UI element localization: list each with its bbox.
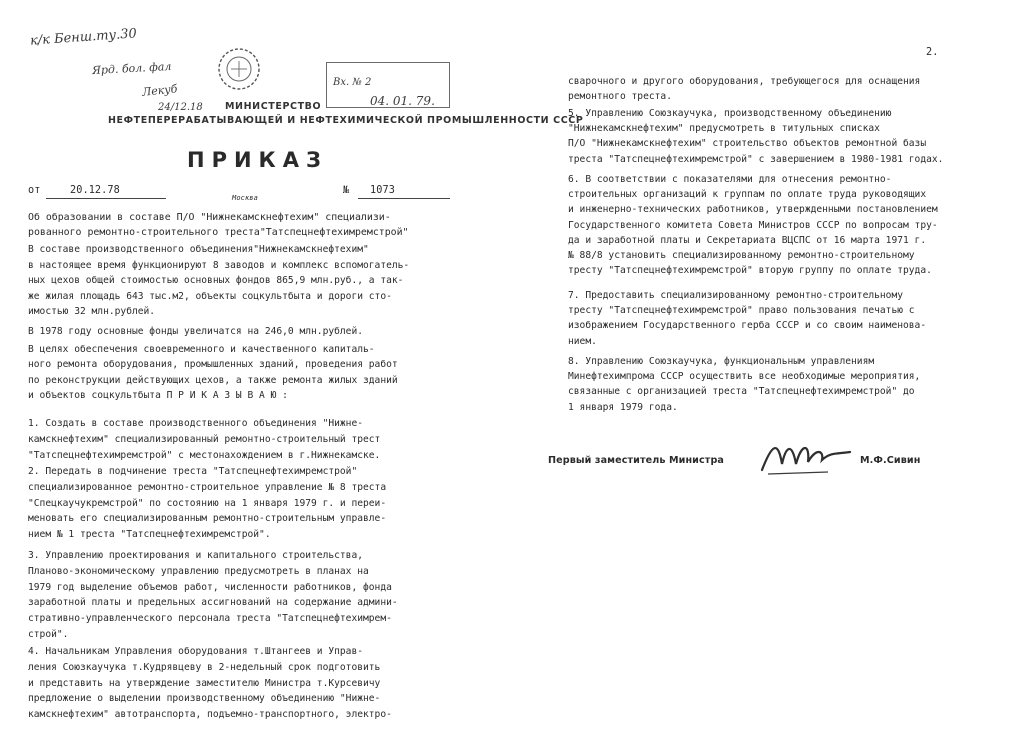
line: стративно-управленческого персонала треста "Татспецнефтехимрем- xyxy=(28,613,392,625)
line: нием. xyxy=(568,335,597,347)
line: и инженерно-технических работников, утвержденными постановлением xyxy=(568,204,938,216)
line: предложение о выделении производственному объединению "Нижне- xyxy=(28,693,381,705)
line: треста "Татспецнефтехимремстрой" с завершением в 1980-1981 годах. xyxy=(568,153,944,165)
line: В 1978 году основные фонды увеличатся на 246,0 млн.рублей. xyxy=(28,326,364,337)
left-item-3 xyxy=(28,548,398,643)
registration-stamp xyxy=(326,62,450,108)
line: камскнефтехим" автотранспорта, подъемно-транспортного, электро- xyxy=(28,709,392,721)
signature-title: Первый заместитель Министра xyxy=(548,455,724,466)
line: строй". xyxy=(28,628,69,640)
line: имостью 32 млн.рублей. xyxy=(28,306,156,318)
signature-name: М.Ф.Сивин xyxy=(860,455,921,466)
left-item-2 xyxy=(28,464,386,543)
handwritten-note-3: 24/12.18 xyxy=(158,102,203,113)
line: 1979 год выделение объемов работ, численности работников, фонда xyxy=(28,581,392,593)
order-number-value: 1073 xyxy=(370,185,395,196)
left-item-1 xyxy=(28,416,380,463)
line: по реконструкции действующих цехов, а также ремонта жилых зданий xyxy=(28,374,398,386)
page-number: 2. xyxy=(926,47,939,58)
line: сварочного и другого оборудования, требующегося для оснащения xyxy=(568,76,921,87)
line: меновать его специализированным ремонтно-строительным управле- xyxy=(28,513,387,525)
line: 2. Передать в подчинение треста "Татспецнефтехимремстрой" xyxy=(28,466,358,477)
right-item-6 xyxy=(568,172,938,278)
handwritten-note-1: к/к Бенш.ту.30 xyxy=(29,26,138,49)
left-paragraph-purpose xyxy=(28,342,398,404)
order-number xyxy=(358,184,450,199)
right-item-8 xyxy=(568,354,920,415)
left-paragraph-funds xyxy=(28,324,363,339)
line: и представить на утверждение заместителю Министра т.Курсевичу xyxy=(28,677,381,689)
date-label: от xyxy=(28,185,41,196)
line: П/О "Нижнекамскнефтехим" строительство объектов ремонтной базы xyxy=(568,138,927,150)
line: 3. Управлению проектирования и капитального строительства, xyxy=(28,550,364,561)
line: "Нижнекамскнефтехим" предусмотреть в титульных списках xyxy=(568,123,880,135)
registration-number: Вх. № 2 xyxy=(333,77,372,88)
line: и объектов соцкультбыта П Р И К А З Ы В А Ю : xyxy=(28,390,288,402)
line: № 88/8 установить специализированному ремонтно-строительному xyxy=(568,249,915,261)
right-item-7 xyxy=(568,288,926,349)
line: ления Союзкаучука т.Кудрявцеву в 2-недельный срок подготовить xyxy=(28,661,381,673)
left-paragraph-intro xyxy=(28,242,409,320)
subject-block xyxy=(28,210,409,240)
line: 1 января 1979 года. xyxy=(568,401,678,413)
line: ремонтного треста. xyxy=(568,91,672,103)
city: Москва xyxy=(232,194,258,202)
ministry-line-1: МИНИСТЕРСТВО xyxy=(225,101,322,112)
line: нием № 1 треста "Татспецнефтехимремстрой". xyxy=(28,529,271,541)
line: да и заработной платы и Секретариата ВЦСПС от 16 марта 1971 г. xyxy=(568,234,927,246)
right-continuation xyxy=(568,74,920,104)
right-item-5 xyxy=(568,106,943,167)
document-title: ПРИКАЗ xyxy=(187,148,328,172)
subject-line-1: Об образовании в составе П/О "Нижнекамскнефтехим" специализи- xyxy=(28,212,391,223)
handwritten-date: 04. 01. 79. xyxy=(370,94,435,108)
handwritten-note-2: Ярд. бол. фал xyxy=(91,59,172,78)
line: Государственного комитета Совета Министров СССР по вопросам тру- xyxy=(568,219,938,231)
order-date-value: 20.12.78 xyxy=(70,185,120,196)
line: 6. В соответствии с показателями для отнесения ремонтно- xyxy=(568,174,892,185)
line: же жилая площадь 643 тыс.м2, объекты соцкультбыта и дороги сто- xyxy=(28,290,392,302)
line: ного ремонта оборудования, промышленных зданий, проведения работ xyxy=(28,359,398,371)
line: "Татспецнефтехимремстрой" с местонахождением в г.Нижнекамске. xyxy=(28,449,381,461)
line: 4. Начальникам Управления оборудования т.Штангеев и Управ- xyxy=(28,646,364,657)
order-date xyxy=(46,184,166,199)
line: Планово-экономическому управлению предусмотреть в планах на xyxy=(28,565,369,577)
line: В целях обеспечения своевременного и качественного капиталь- xyxy=(28,344,375,355)
line: 7. Предоставить специализированному ремонтно-строительному xyxy=(568,290,904,301)
line: связанные с организацией треста "Татспецнефтехимремстрой" до xyxy=(568,386,915,398)
line: 8. Управлению Союзкаучука, функциональным управлениям xyxy=(568,356,875,367)
line: строительных организаций к группам по оплате труда руководящих xyxy=(568,189,927,201)
ministry-line-2: НЕФТЕПЕРЕРАБАТЫВАЮЩЕЙ И НЕФТЕХИМИЧЕСКОЙ ПРОМЫШЛЕННОСТИ СССР xyxy=(108,115,584,126)
line: Минефтехимпрома СССР осуществить все необходимые мероприятия, xyxy=(568,371,921,383)
line: тресту "Татспецнефтехимремстрой" право пользования печатью с xyxy=(568,305,915,317)
line: специализированное ремонтно-строительное управление № 8 треста xyxy=(28,481,387,493)
line: "Спецкаучукремстрой" по состоянию на 1 января 1979 г. и переи- xyxy=(28,497,387,509)
line: в настоящее время функционируют 8 заводов и комплекс вспомогатель- xyxy=(28,259,410,271)
subject-line-2: рованного ремонтно-строительного треста"Татспецнефтехимремстрой" xyxy=(28,227,409,239)
left-item-4 xyxy=(28,644,392,723)
handwritten-signature-icon xyxy=(758,434,854,478)
round-seal-icon xyxy=(216,46,262,92)
line: ных цехов общей стоимостью основных фондов 865,9 млн.руб., а так- xyxy=(28,275,404,287)
line: камскнефтехим" специализированный ремонтно-строительный трест xyxy=(28,433,381,445)
line: 1. Создать в составе производственного объединения "Нижне- xyxy=(28,418,364,429)
line: 5. Управлению Союзкаучука, производственному объединению xyxy=(568,108,892,119)
number-label: № xyxy=(343,185,350,196)
line: тресту "Татспецнефтехимремстрой" вторую группу по оплате труда. xyxy=(568,265,932,277)
line: заработной платы и предельных ассигнований на содержание админи- xyxy=(28,597,398,609)
line: изображением Государственного герба СССР и со своим наименова- xyxy=(568,320,927,332)
handwritten-note-4: Лекуб xyxy=(141,82,178,99)
right-page xyxy=(512,0,1024,735)
line: В составе производственного объединения"Нижнекамскнефтехим" xyxy=(28,244,369,255)
